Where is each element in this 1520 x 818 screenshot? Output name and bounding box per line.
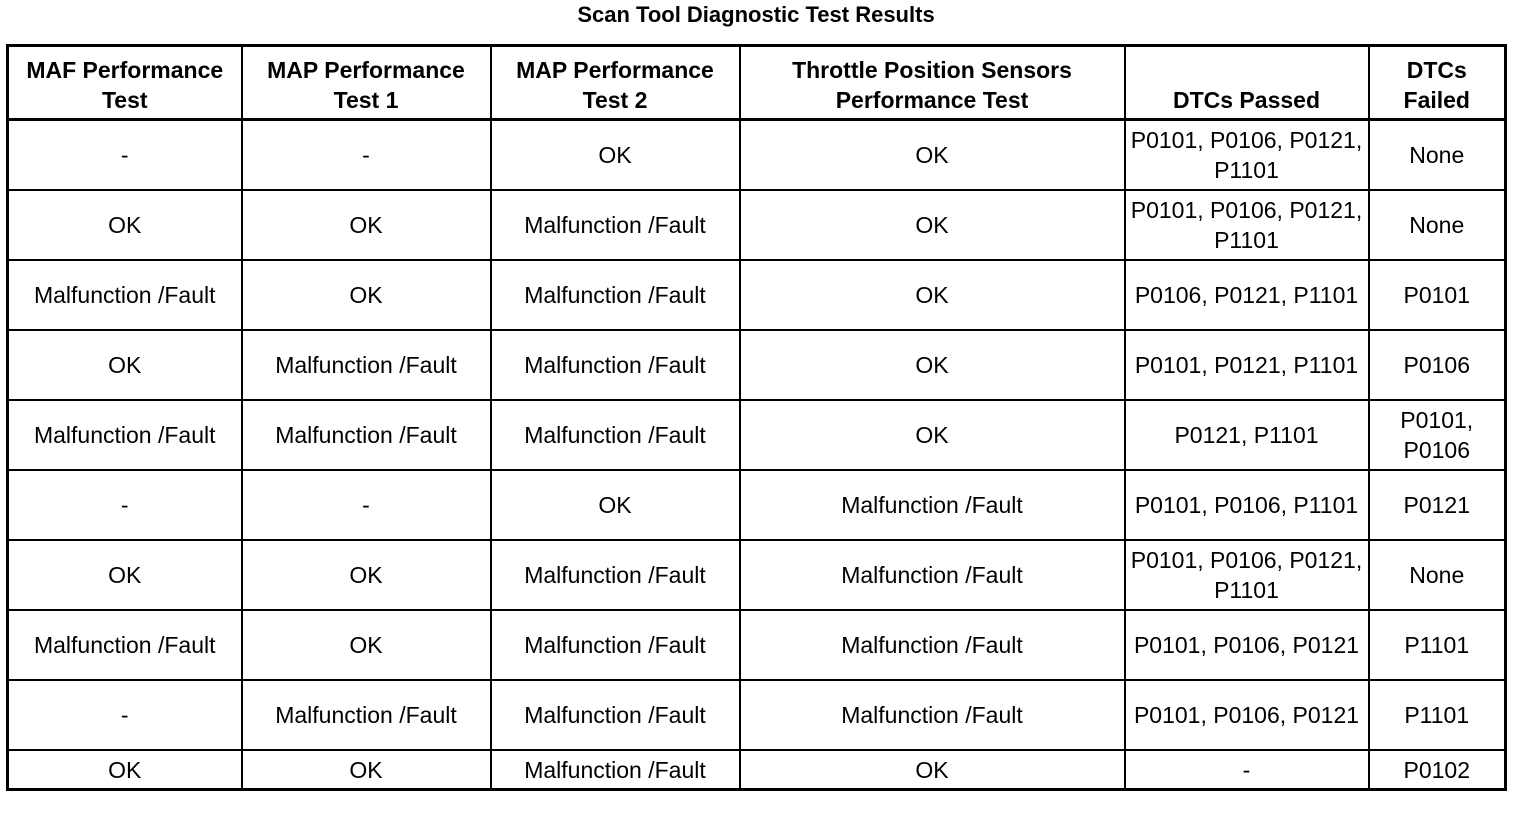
- table-row: [8, 400, 1506, 470]
- cell-map-test-1: -: [242, 120, 491, 191]
- cell-map-test-1: Malfunction /Fault: [242, 330, 491, 400]
- table-row: [8, 750, 1506, 790]
- cell-dtcs-failed: P0102: [1369, 750, 1506, 790]
- header-map-performance-test-2: MAP Performance Test 2: [491, 46, 740, 120]
- cell-tps-test: OK: [740, 190, 1125, 260]
- cell-dtcs-failed: P0121: [1369, 470, 1506, 540]
- cell-map-test-1: Malfunction /Fault: [242, 680, 491, 750]
- cell-dtcs-failed: None: [1369, 540, 1506, 610]
- cell-maf-test: Malfunction /Fault: [8, 400, 242, 470]
- cell-dtcs-passed: P0101, P0106, P0121: [1125, 680, 1369, 750]
- cell-map-test-2: Malfunction /Fault: [491, 540, 740, 610]
- cell-map-test-1: OK: [242, 540, 491, 610]
- cell-dtcs-passed: P0121, P1101: [1125, 400, 1369, 470]
- table-row: [8, 680, 1506, 750]
- cell-dtcs-passed: P0101, P0106, P0121, P1101: [1125, 120, 1369, 191]
- cell-tps-test: OK: [740, 400, 1125, 470]
- header-dtcs-passed: DTCs Passed: [1125, 46, 1369, 120]
- cell-tps-test: OK: [740, 260, 1125, 330]
- cell-tps-test: Malfunction /Fault: [740, 540, 1125, 610]
- table-row: [8, 470, 1506, 540]
- cell-map-test-2: Malfunction /Fault: [491, 610, 740, 680]
- cell-map-test-2: OK: [491, 120, 740, 191]
- header-maf-performance-test: MAF Performance Test: [8, 46, 242, 120]
- cell-map-test-2: Malfunction /Fault: [491, 400, 740, 470]
- cell-maf-test: -: [8, 120, 242, 191]
- cell-tps-test: OK: [740, 330, 1125, 400]
- table-row: [8, 330, 1506, 400]
- cell-dtcs-passed: P0101, P0106, P1101: [1125, 470, 1369, 540]
- cell-dtcs-passed: P0101, P0121, P1101: [1125, 330, 1369, 400]
- cell-maf-test: Malfunction /Fault: [8, 610, 242, 680]
- cell-tps-test: Malfunction /Fault: [740, 470, 1125, 540]
- table-title: Scan Tool Diagnostic Test Results: [577, 2, 935, 27]
- cell-map-test-1: OK: [242, 610, 491, 680]
- cell-dtcs-failed: P0106: [1369, 330, 1506, 400]
- table-row: [8, 540, 1506, 610]
- cell-dtcs-failed: P1101: [1369, 610, 1506, 680]
- cell-dtcs-failed: None: [1369, 120, 1506, 191]
- cell-maf-test: -: [8, 470, 242, 540]
- header-throttle-position-sensors-test: Throttle Position Sensors Performance Test: [740, 46, 1125, 120]
- cell-dtcs-failed: None: [1369, 190, 1506, 260]
- cell-map-test-2: Malfunction /Fault: [491, 750, 740, 790]
- cell-map-test-1: OK: [242, 190, 491, 260]
- cell-maf-test: Malfunction /Fault: [8, 260, 242, 330]
- cell-dtcs-failed: P0101: [1369, 260, 1506, 330]
- cell-maf-test: OK: [8, 750, 242, 790]
- table-row: [8, 120, 1506, 191]
- cell-dtcs-passed: P0101, P0106, P0121: [1125, 610, 1369, 680]
- cell-map-test-1: OK: [242, 260, 491, 330]
- table-row: [8, 610, 1506, 680]
- cell-maf-test: OK: [8, 190, 242, 260]
- cell-map-test-2: Malfunction /Fault: [491, 330, 740, 400]
- cell-maf-test: OK: [8, 540, 242, 610]
- cell-map-test-1: Malfunction /Fault: [242, 400, 491, 470]
- cell-dtcs-passed: P0101, P0106, P0121, P1101: [1125, 190, 1369, 260]
- cell-tps-test: Malfunction /Fault: [740, 680, 1125, 750]
- cell-dtcs-passed: P0101, P0106, P0121, P1101: [1125, 540, 1369, 610]
- cell-map-test-2: Malfunction /Fault: [491, 680, 740, 750]
- cell-map-test-1: -: [242, 470, 491, 540]
- cell-dtcs-failed: P1101: [1369, 680, 1506, 750]
- cell-map-test-2: OK: [491, 470, 740, 540]
- cell-maf-test: OK: [8, 330, 242, 400]
- cell-dtcs-failed: P0101, P0106: [1369, 400, 1506, 470]
- cell-dtcs-passed: P0106, P0121, P1101: [1125, 260, 1369, 330]
- table-row: [8, 260, 1506, 330]
- cell-tps-test: Malfunction /Fault: [740, 610, 1125, 680]
- cell-map-test-2: Malfunction /Fault: [491, 260, 740, 330]
- cell-maf-test: -: [8, 680, 242, 750]
- cell-tps-test: OK: [740, 750, 1125, 790]
- cell-map-test-1: OK: [242, 750, 491, 790]
- header-map-performance-test-1: MAP Performance Test 1: [242, 46, 491, 120]
- header-dtcs-failed: DTCs Failed: [1369, 46, 1506, 120]
- table-row: [8, 190, 1506, 260]
- cell-map-test-2: Malfunction /Fault: [491, 190, 740, 260]
- header-row: [8, 46, 1506, 120]
- cell-tps-test: OK: [740, 120, 1125, 191]
- cell-dtcs-passed: -: [1125, 750, 1369, 790]
- results-table: [6, 44, 1507, 791]
